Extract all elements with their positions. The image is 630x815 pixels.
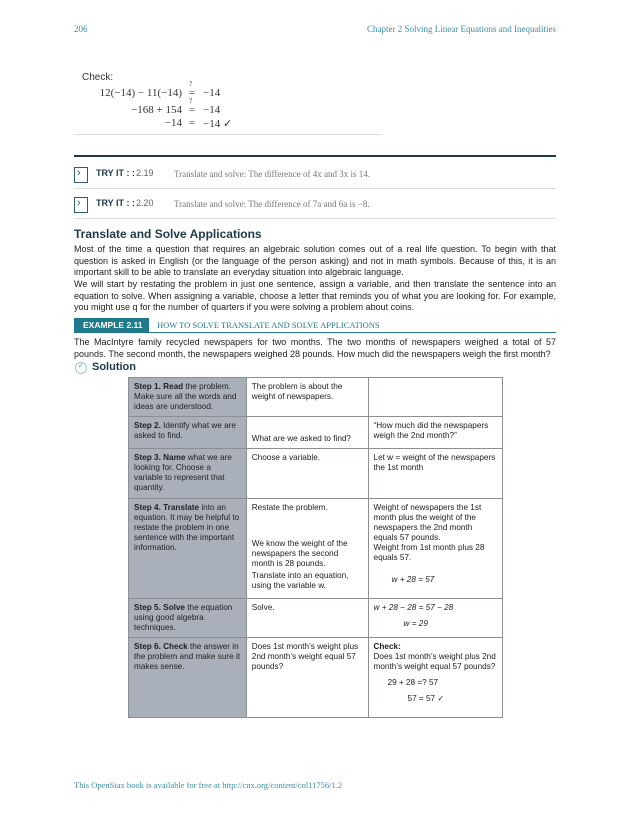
short-sentence: Weight from 1st month plus 28 equals 57. <box>373 543 485 562</box>
try-it-label: TRY IT : : <box>96 168 135 178</box>
step-4-result <box>368 499 502 599</box>
check-line-2-rel: ? = <box>188 97 196 116</box>
check-label: Check: <box>373 642 401 651</box>
question-mark: ? <box>189 80 193 88</box>
check-equation: 29 + 28 =? 57 <box>387 678 439 687</box>
question-mark: ? <box>189 97 193 105</box>
chapter-title: Chapter 2 Solving Linear Equations and Inequalities <box>367 24 556 34</box>
table-row <box>129 378 503 417</box>
check-line-3-right: −14 ✓ <box>203 118 233 130</box>
check-line-1-left: 12(−14) − 11(−14) <box>99 87 182 99</box>
step-2-action: What are we asked to find? <box>246 417 368 449</box>
steps-table <box>128 377 503 718</box>
divider <box>74 332 556 333</box>
step-3-action: Choose a variable. <box>246 449 368 499</box>
step-6-action: Does 1st month’s weight plus 2nd month’s weight equal 57 pounds? <box>246 638 368 718</box>
check-title: Check: <box>82 72 114 83</box>
step-4-action <box>246 499 368 599</box>
try-it-2-20 <box>74 196 556 216</box>
step-5-result <box>368 599 502 638</box>
try-it-text: Translate and solve: The difference of 4x and 3x is 14. <box>174 169 371 179</box>
step-5: Step 5. Solve the equation using good algebra techniques. <box>129 599 247 638</box>
step-1: Step 1. Read the problem. Make sure all the words and ideas are understood. <box>129 378 247 417</box>
table-row <box>129 499 503 599</box>
step-1-action: The problem is about the weight of newspapers. <box>246 378 368 417</box>
step-5-action: Solve. <box>246 599 368 638</box>
table-row <box>129 417 503 449</box>
step-3-result: Let w = weight of the newspapers the 1st month <box>368 449 502 499</box>
step-6: Step 6. Check the answer in the problem and make sure it makes sense. <box>129 638 247 718</box>
check-line-3-left: −14 <box>164 117 182 129</box>
step-3: Step 3. Name what we are looking for. Choose a variable to represent that quantity. <box>129 449 247 499</box>
step-2: Step 2. Identify what we are asked to find. <box>129 417 247 449</box>
check-line-2-right: −14 <box>203 104 221 116</box>
step-1-result <box>368 378 502 417</box>
check-result: 57 = 57 ✓ <box>407 694 445 703</box>
solution-value: w = 29 <box>403 619 428 628</box>
divider <box>74 188 556 189</box>
translate-label: Translate into an equation, using the variable w. <box>251 571 349 590</box>
check-line-2-left: −168 + 154 <box>131 104 182 116</box>
divider <box>74 218 556 219</box>
footer-text: This OpenStax book is available for free at http://cnx.org/content/col11756/1.2 <box>74 780 343 790</box>
section-title: Translate and Solve Applications <box>74 227 262 241</box>
check-line-1-right: −14 <box>203 87 221 99</box>
example-problem: The MacIntyre family recycled newspapers for two months. The two months of newspapers weighed a total of 57 pounds. The second month, the newspapers weighed 28 pounds. How much did the newspapers weigh the first month? <box>74 337 556 359</box>
check-line-1-rel: ? = <box>188 80 196 99</box>
equation: w + 28 = 57 <box>391 575 435 584</box>
chevron-right-icon: › <box>77 167 81 179</box>
expand-button[interactable] <box>74 197 88 213</box>
divider <box>74 134 382 135</box>
chevron-right-icon: › <box>77 197 81 209</box>
page-number: 206 <box>74 24 88 34</box>
known-fact: We know the weight of the newspapers the second month is 28 pounds. <box>251 539 348 568</box>
divider <box>74 155 556 157</box>
paragraph-2: We will start by restating the problem in just one sentence, assign a variable, and then translate the sentence into an equation to solve. When assigning a variable, choose a letter that reminds you of what you are looking for. For example, you might use q for the number of quarters if you were solving a problem about coins. <box>74 279 556 313</box>
check-circle-icon: ✓ <box>75 362 87 374</box>
table-row <box>129 599 503 638</box>
table-row <box>129 449 503 499</box>
step-6-result <box>368 638 502 718</box>
example-title: HOW TO SOLVE TRANSLATE AND SOLVE APPLICATIONS <box>157 320 380 330</box>
step-4: Step 4. Translate into an equation. It may be helpful to restate the problem in one sentence with the important information. <box>129 499 247 599</box>
example-badge: EXAMPLE 2.11 <box>74 318 149 332</box>
try-it-2-19 <box>74 166 556 186</box>
step-2-result: “How much did the newspapers weigh the 2nd month?” <box>368 417 502 449</box>
try-it-label: TRY IT : : <box>96 198 135 208</box>
solution-label: Solution <box>92 361 136 373</box>
expand-button[interactable] <box>74 167 88 183</box>
solve-step: w + 28 − 28 = 57 − 28 <box>373 603 454 612</box>
paragraph-1: Most of the time a question that requires an algebraic solution comes out of a real life question. To begin with that question is asked in English (or the language of the person asking) and not in math symbols. Because of this, it is an important skill to be able to translate an everyday situation into algebraic language. <box>74 244 556 278</box>
check-question: Does 1st month’s weight plus 2nd month’s weight equal 57 pounds? <box>373 652 496 671</box>
check-line-3-rel: = <box>188 117 196 129</box>
restate-label: Restate the problem. <box>251 503 328 512</box>
try-it-text: Translate and solve: The difference of 7a and 6a is −8. <box>174 199 370 209</box>
restated-sentence: Weight of newspapers the 1st month plus the weight of the newspapers the 2nd month equals 57 pounds. <box>373 503 482 542</box>
table-row <box>129 638 503 718</box>
try-it-number: 2.20 <box>136 198 154 208</box>
try-it-number: 2.19 <box>136 168 154 178</box>
